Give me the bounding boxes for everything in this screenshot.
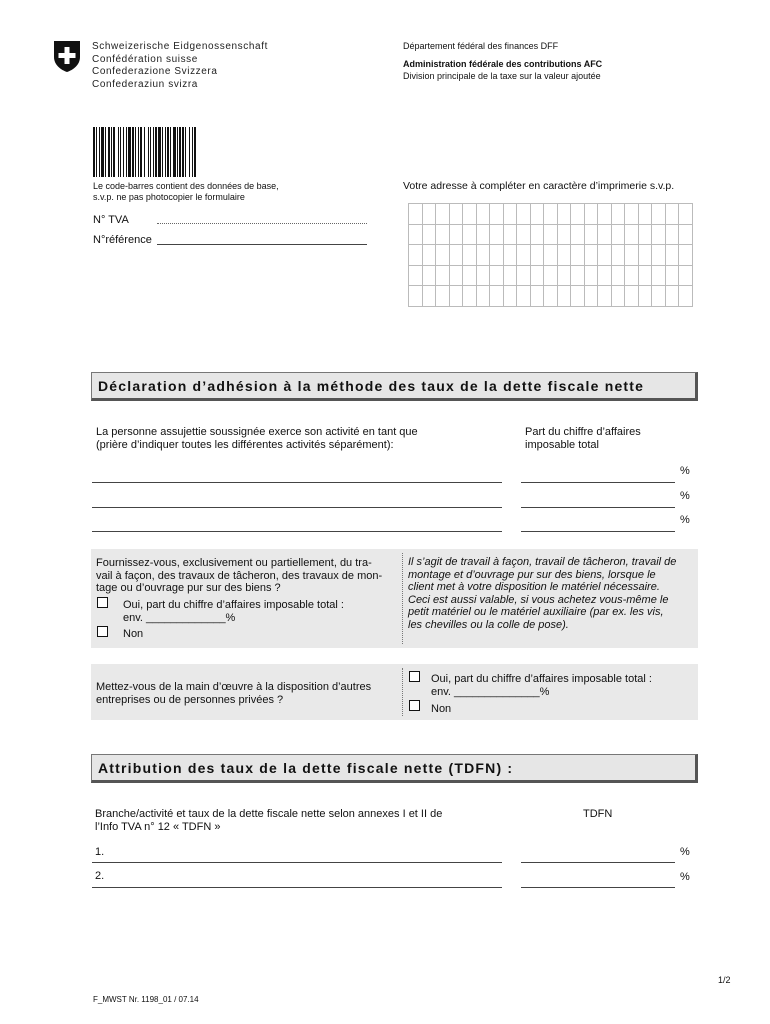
barcode-gap <box>196 127 197 177</box>
question1-note-line4: Ceci est aussi valable, si vous achetez vous-même le <box>408 593 669 606</box>
address-grid-cell[interactable] <box>665 265 679 286</box>
share-line-1[interactable] <box>521 482 675 483</box>
section1-intro <box>96 426 418 452</box>
barcode-note <box>93 181 279 203</box>
address-grid-cell[interactable] <box>449 204 463 225</box>
question1-note-line5: petit matériel ou le matériel auxiliaire (par ex. les vis, <box>408 606 664 618</box>
question2-divider <box>402 668 403 716</box>
address-grid-cell[interactable] <box>625 265 639 286</box>
swiss-coat-of-arms-logo <box>53 40 81 73</box>
address-grid-cell[interactable] <box>544 286 558 307</box>
question1-note <box>408 556 676 631</box>
branch-line-1[interactable] <box>92 862 502 863</box>
name-fr: Confédération suisse <box>92 53 198 65</box>
activity-line-1[interactable] <box>92 482 502 483</box>
address-grid-cell[interactable] <box>422 286 436 307</box>
branch-row-2-number: 2. <box>95 870 105 882</box>
section2-intro-line2: l’Info TVA n° 12 « TDFN » <box>95 821 221 833</box>
address-grid-cell[interactable] <box>611 224 625 245</box>
address-grid-cell[interactable] <box>611 245 625 266</box>
address-grid-cell[interactable] <box>463 265 477 286</box>
question1-line2: vail à façon, des travaux de tâcheron, des travaux de mon- <box>96 569 383 582</box>
reference-field[interactable] <box>157 244 367 245</box>
address-grid-cell[interactable] <box>517 286 531 307</box>
address-grid-cell[interactable] <box>490 286 504 307</box>
confederation-names <box>92 41 268 91</box>
address-grid-cell[interactable] <box>409 286 423 307</box>
department-name: Département fédéral des finances DFF <box>403 41 559 51</box>
address-grid-cell[interactable] <box>449 286 463 307</box>
address-grid-cell[interactable] <box>679 224 693 245</box>
address-grid-cell[interactable] <box>584 286 598 307</box>
address-grid-cell[interactable] <box>463 204 477 225</box>
address-grid-cell[interactable] <box>557 265 571 286</box>
address-grid-cell[interactable] <box>503 204 517 225</box>
address-grid-cell[interactable] <box>409 224 423 245</box>
share-line-2[interactable] <box>521 507 675 508</box>
address-grid-cell[interactable] <box>598 286 612 307</box>
address-grid-cell[interactable] <box>557 245 571 266</box>
address-grid-cell[interactable] <box>598 224 612 245</box>
address-grid-row[interactable] <box>409 224 693 245</box>
address-grid-cell[interactable] <box>625 224 639 245</box>
address-grid-cell[interactable] <box>679 286 693 307</box>
administration-name: Administration fédérale des contributions AFC <box>403 59 603 69</box>
question1-note-line3: client met à votre disposition le matériel nécessaire. <box>408 581 660 593</box>
address-grid-cell[interactable] <box>679 204 693 225</box>
form-id: F_MWST Nr. 1198_01 / 07.14 <box>93 995 199 1004</box>
question1-line3: tage ou d’ouvrage pur sur des biens ? <box>96 582 281 594</box>
question1-text <box>96 557 382 595</box>
address-grid-cell[interactable] <box>665 286 679 307</box>
percent-sign-3: % <box>680 514 690 526</box>
activity-line-3[interactable] <box>92 531 502 532</box>
question1-note-line2: montage et d’ouvrage pur sur des biens, lorsque le <box>408 568 656 581</box>
part-label-line1: Part du chiffre d’affaires <box>525 426 641 438</box>
percent-sign-2: % <box>680 490 690 502</box>
address-grid-cell[interactable] <box>638 204 652 225</box>
address-grid-cell[interactable] <box>638 286 652 307</box>
address-grid-cell[interactable] <box>476 204 490 225</box>
address-grid-cell[interactable] <box>449 224 463 245</box>
question1-yes-line1: Oui, part du chiffre d’affaires imposable total : <box>123 599 344 611</box>
share-line-3[interactable] <box>521 531 675 532</box>
activity-line-2[interactable] <box>92 507 502 508</box>
address-grid-cell[interactable] <box>571 245 585 266</box>
section2-intro <box>95 808 442 834</box>
name-it: Confederazione Svizzera <box>92 66 218 77</box>
address-grid-cell[interactable] <box>503 265 517 286</box>
address-grid-cell[interactable] <box>625 245 639 266</box>
address-grid-cell[interactable] <box>449 265 463 286</box>
barcode-note-line2: s.v.p. ne pas photocopier le formulaire <box>93 192 245 202</box>
address-grid-cell[interactable] <box>517 204 531 225</box>
section2-title: Attribution des taux de la dette fiscale nette (TDFN) : <box>91 754 698 783</box>
address-grid-cell[interactable] <box>409 245 423 266</box>
address-grid-cell[interactable] <box>679 265 693 286</box>
percent-sign-1: % <box>680 465 690 477</box>
address-grid-cell[interactable] <box>665 245 679 266</box>
question1-no-checkbox[interactable] <box>97 626 108 637</box>
address-grid-cell[interactable] <box>463 224 477 245</box>
address-grid-cell[interactable] <box>652 265 666 286</box>
part-label-line2: imposable total <box>525 439 599 451</box>
address-grid-cell[interactable] <box>409 204 423 225</box>
address-grid-cell[interactable] <box>652 245 666 266</box>
address-grid-cell[interactable] <box>530 245 544 266</box>
address-grid-cell[interactable] <box>625 286 639 307</box>
address-grid-cell[interactable] <box>598 265 612 286</box>
address-grid-cell[interactable] <box>571 265 585 286</box>
section1-intro-line1: La personne assujettie soussignée exerce son activité en tant que <box>96 426 418 438</box>
address-grid-cell[interactable] <box>584 265 598 286</box>
address-grid-cell[interactable] <box>490 204 504 225</box>
address-grid-cell[interactable] <box>584 204 598 225</box>
address-grid-cell[interactable] <box>476 286 490 307</box>
address-grid-cell[interactable] <box>490 265 504 286</box>
barcode-note-line1: Le code-barres contient des données de base, <box>93 181 279 191</box>
address-grid-cell[interactable] <box>544 265 558 286</box>
question1-no-label: Non <box>123 628 144 640</box>
address-grid-cell[interactable] <box>544 204 558 225</box>
address-grid-cell[interactable] <box>422 245 436 266</box>
tdfn-label: TDFN <box>583 808 613 820</box>
branch-row-1-number: 1. <box>95 846 105 858</box>
address-grid-row[interactable] <box>409 204 693 225</box>
address-grid-cell[interactable] <box>584 245 598 266</box>
address-grid-cell[interactable] <box>598 245 612 266</box>
address-grid-cell[interactable] <box>476 224 490 245</box>
question2-text <box>96 681 371 706</box>
question2-no-label: Non <box>431 703 452 715</box>
tva-field[interactable] <box>157 223 367 224</box>
address-grid-cell[interactable] <box>544 224 558 245</box>
address-grid-cell[interactable] <box>571 224 585 245</box>
section2-intro-line1: Branche/activité et taux de la dette fiscale nette selon annexes I et II de <box>95 808 443 820</box>
address-grid-cell[interactable] <box>517 265 531 286</box>
address-grid-cell[interactable] <box>638 224 652 245</box>
section1-intro-line2: (prière d’indiquer toutes les différentes activités séparément): <box>96 439 394 451</box>
page-number: 1/2 <box>718 975 731 985</box>
address-grid-cell[interactable] <box>409 265 423 286</box>
address-grid-cell[interactable] <box>652 286 666 307</box>
reference-label: N°référence <box>93 234 152 246</box>
address-grid-cell[interactable] <box>436 265 450 286</box>
address-grid-cell[interactable] <box>679 245 693 266</box>
address-grid-cell[interactable] <box>611 204 625 225</box>
barcode <box>93 127 197 177</box>
address-grid-cell[interactable] <box>503 224 517 245</box>
question2-yes-line1: Oui, part du chiffre d’affaires imposable total : <box>431 673 652 685</box>
address-grid-cell[interactable] <box>530 204 544 225</box>
address-grid-cell[interactable] <box>652 204 666 225</box>
question1-divider <box>402 553 403 644</box>
tva-label: N° TVA <box>93 214 129 226</box>
address-grid-cell[interactable] <box>490 224 504 245</box>
address-grid-cell[interactable] <box>503 245 517 266</box>
address-grid-cell[interactable] <box>422 204 436 225</box>
address-grid-cell[interactable] <box>490 245 504 266</box>
address-grid-cell[interactable] <box>517 245 531 266</box>
address-grid-cell[interactable] <box>638 265 652 286</box>
part-label <box>525 426 641 452</box>
address-grid[interactable] <box>408 203 693 307</box>
address-grid-cell[interactable] <box>665 224 679 245</box>
address-grid-cell[interactable] <box>652 224 666 245</box>
address-grid-cell[interactable] <box>571 204 585 225</box>
address-grid-cell[interactable] <box>557 286 571 307</box>
address-grid-cell[interactable] <box>449 245 463 266</box>
address-grid-cell[interactable] <box>422 265 436 286</box>
question1-line1: Fournissez-vous, exclusivement ou partiellement, du tra- <box>96 557 372 569</box>
address-grid-cell[interactable] <box>436 224 450 245</box>
section1-title: Déclaration d’adhésion à la méthode des taux de la dette fiscale nette <box>91 372 698 401</box>
name-de: Schweizerische Eidgenossenschaft <box>92 41 268 52</box>
question1-yes-line2: env. _____________% <box>123 611 236 624</box>
tdfn-percent-1: % <box>680 846 690 858</box>
division-name: Division principale de la taxe sur la valeur ajoutée <box>403 71 601 81</box>
question1-note-line1: Il s’agit de travail à façon, travail de tâcheron, travail de <box>408 556 677 568</box>
address-grid-cell[interactable] <box>530 286 544 307</box>
question2-no-checkbox[interactable] <box>409 700 420 711</box>
tdfn-percent-2: % <box>680 871 690 883</box>
address-grid-row[interactable] <box>409 265 693 286</box>
address-grid-cell[interactable] <box>557 224 571 245</box>
question1-yes-label <box>123 599 344 624</box>
question1-yes-checkbox[interactable] <box>97 597 108 608</box>
question2-line1: Mettez-vous de la main d’œuvre à la disposition d’autres <box>96 681 372 693</box>
address-grid-cell[interactable] <box>530 224 544 245</box>
branch-line-2[interactable] <box>92 887 502 888</box>
question2-line2: entreprises ou de personnes privées ? <box>96 693 284 706</box>
question2-yes-line2: env. ______________% <box>431 685 550 698</box>
tdfn-line-2[interactable] <box>521 887 675 888</box>
address-grid-cell[interactable] <box>503 286 517 307</box>
tdfn-line-1[interactable] <box>521 862 675 863</box>
address-grid-cell[interactable] <box>463 245 477 266</box>
name-rm: Confederaziun svizra <box>92 78 198 90</box>
address-label: Votre adresse à compléter en caractère d’imprimerie s.v.p. <box>403 180 675 192</box>
address-grid-cell[interactable] <box>665 204 679 225</box>
address-grid-cell[interactable] <box>611 286 625 307</box>
address-grid-cell[interactable] <box>436 286 450 307</box>
address-grid-cell[interactable] <box>517 224 531 245</box>
address-grid-row[interactable] <box>409 245 693 266</box>
address-grid-cell[interactable] <box>476 245 490 266</box>
address-grid-cell[interactable] <box>436 204 450 225</box>
address-grid-cell[interactable] <box>463 286 477 307</box>
address-grid-cell[interactable] <box>436 245 450 266</box>
address-grid-cell[interactable] <box>571 286 585 307</box>
question2-yes-checkbox[interactable] <box>409 671 420 682</box>
question1-note-line6: les chevilles ou la colle de pose). <box>408 618 569 631</box>
address-grid-cell[interactable] <box>544 245 558 266</box>
address-grid-cell[interactable] <box>530 265 544 286</box>
address-grid-cell[interactable] <box>625 204 639 225</box>
address-grid-cell[interactable] <box>557 204 571 225</box>
address-grid-cell[interactable] <box>598 204 612 225</box>
address-grid-cell[interactable] <box>584 224 598 245</box>
address-grid-cell[interactable] <box>611 265 625 286</box>
address-grid-cell[interactable] <box>638 245 652 266</box>
address-grid-cell[interactable] <box>422 224 436 245</box>
address-grid-row[interactable] <box>409 286 693 307</box>
address-grid-cell[interactable] <box>476 265 490 286</box>
question2-yes-label <box>431 673 652 698</box>
